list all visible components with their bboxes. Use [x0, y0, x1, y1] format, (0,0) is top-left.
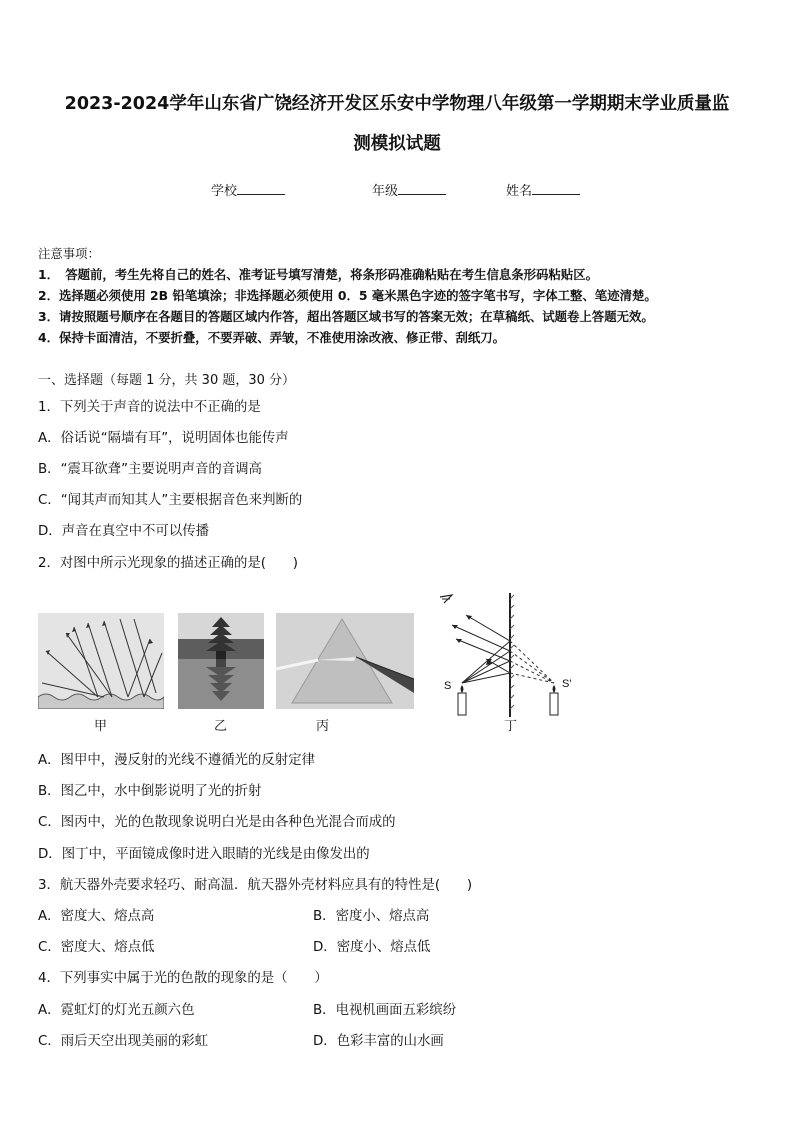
figure-label-bing: 丙 [316, 719, 330, 734]
grade-blank[interactable] [398, 182, 446, 195]
name-blank[interactable] [532, 182, 580, 195]
note-item: 2．选择题必须使用 2B 铅笔填涂；非选择题必须使用 0．5 毫米黑色字迹的签字笔书写，字体工整、笔迹清楚。 [38, 288, 657, 303]
note-item: 1． 答题前，考生先将自己的姓名、准考证号填写清楚，将条形码准确粘贴在考生信息条形码粘贴区。 [38, 267, 598, 282]
eye-icon [440, 595, 452, 603]
q2-option-d: D．图丁中，平面镜成像时进入眼睛的光线是由像发出的 [38, 847, 370, 862]
exam-title [30, 84, 764, 164]
name-label: 姓名 [506, 184, 533, 199]
q2-option-c: C．图丙中，光的色散现象说明白光是由各种色光混合而成的 [38, 815, 396, 830]
notes-section [38, 243, 758, 348]
grade-label: 年级 [372, 184, 399, 199]
q4-option-b: B．电视机画面五彩缤纷 [313, 1003, 457, 1018]
figure-label-jia: 甲 [94, 719, 108, 734]
q2-figures [0, 585, 794, 735]
q3-stem: 3．航天器外壳要求轻巧、耐高温．航天器外壳材料应具有的特性是( ) [38, 878, 473, 893]
q4-option-c: C．雨后天空出现美丽的彩虹 [38, 1034, 209, 1049]
figure-water-reflection [178, 613, 264, 709]
q3-option-d: D．密度小、熔点低 [313, 940, 431, 955]
q3-option-c: C．密度大、熔点低 [38, 940, 155, 955]
note-item: 4．保持卡面清洁，不要折叠，不要弄破、弄皱，不准使用涂改液、修正带、刮纸刀。 [38, 330, 506, 345]
school-field [211, 180, 285, 199]
candle-s-icon [458, 685, 466, 715]
q2-option-a: A．图甲中，漫反射的光线不遵循光的反射定律 [38, 753, 315, 768]
q4-option-d: D．色彩丰富的山水画 [313, 1034, 444, 1049]
q4-option-a: A．霓虹灯的灯光五颜六色 [38, 1003, 195, 1018]
grade-field [372, 180, 446, 199]
note-item: 3．请按照题号顺序在各题目的答题区域内作答，超出答题区域书写的答案无效；在草稿纸、试题卷上答题无效。 [38, 309, 654, 324]
q3-option-b: B．密度小、熔点高 [313, 909, 430, 924]
exam-title-line-2: 测模拟试题 [353, 134, 441, 154]
name-field [506, 180, 580, 199]
notes-heading: 注意事项： [38, 246, 100, 261]
q1-option-c: C．“闻其声而知其人”主要根据音色来判断的 [38, 493, 303, 508]
mirror-label-s-prime: S' [562, 678, 572, 690]
q2-option-b: B．图乙中，水中倒影说明了光的折射 [38, 784, 262, 799]
school-label: 学校 [211, 184, 238, 199]
mirror-label-s: S [444, 680, 452, 692]
q1-stem: 1．下列关于声音的说法中不正确的是 [38, 400, 261, 415]
q2-stem: 2．对图中所示光现象的描述正确的是( ) [38, 556, 298, 571]
candle-s-image-icon [550, 685, 558, 715]
q1-option-b: B．“震耳欲聋”主要说明声音的音调高 [38, 462, 262, 477]
figure-prism-dispersion [276, 613, 414, 709]
figure-label-yi: 乙 [214, 719, 228, 734]
figure-diffuse-reflection [38, 613, 164, 709]
q3-option-a: A．密度大、熔点高 [38, 909, 155, 924]
school-blank[interactable] [237, 182, 285, 195]
figure-plane-mirror [436, 589, 586, 729]
figure-label-ding: 丁 [504, 719, 518, 734]
exam-title-line-1: 2023-2024学年山东省广饶经济开发区乐安中学物理八年级第一学期期末学业质量监 [64, 94, 730, 114]
section-heading: 一、选择题（每题 1 分，共 30 题，30 分） [38, 373, 296, 388]
q1-option-a: A．俗话说“隔墙有耳”，说明固体也能传声 [38, 431, 289, 446]
q1-option-d: D．声音在真空中不可以传播 [38, 524, 209, 539]
q4-stem: 4．下列事实中属于光的色散的现象的是（ ） [38, 971, 328, 986]
